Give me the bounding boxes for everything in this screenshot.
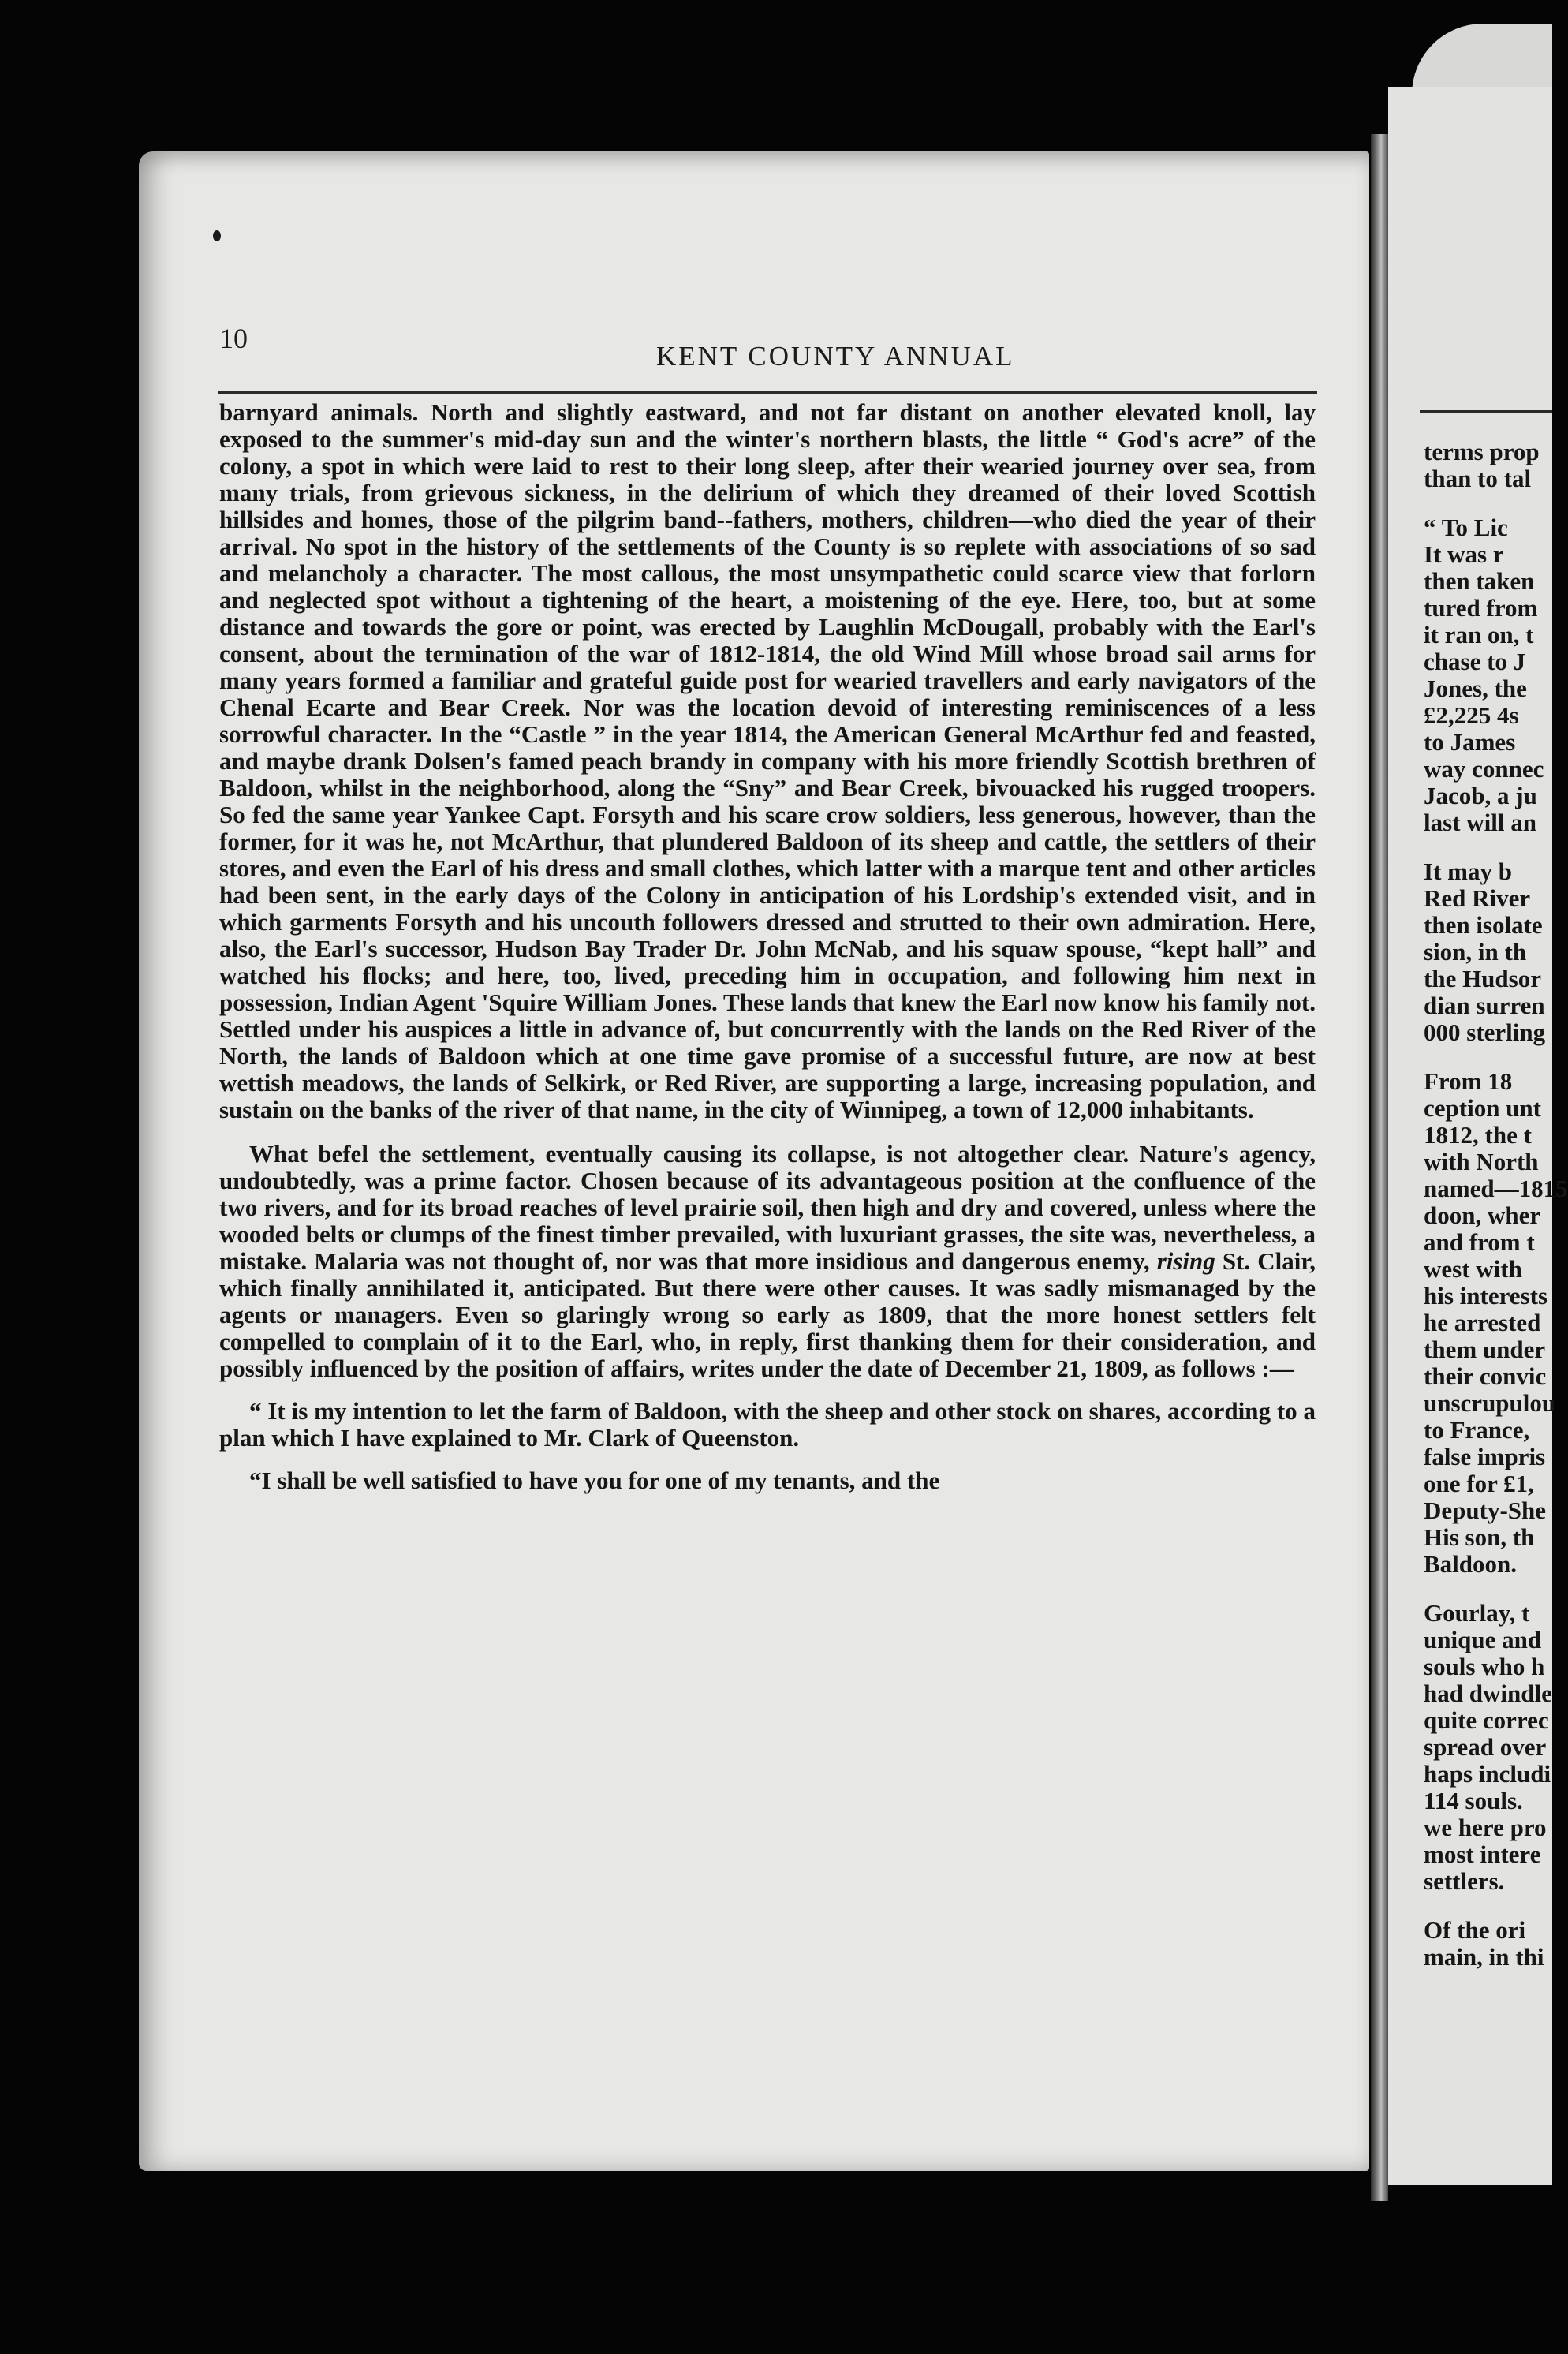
ink-spot (213, 230, 221, 241)
page-gutter (1371, 134, 1388, 2201)
adjacent-page-line: way connec (1424, 755, 1544, 783)
adjacent-page-line: sion, in th (1424, 938, 1527, 966)
adjacent-page-line: most intere (1424, 1840, 1541, 1868)
paragraph-2-end: St. Clair, which finally annihilated it, anticipated. But there were other causes. It was sadly mismanaged by the agents or managers. Even so glaringly wrong so early as 1809, that the more honest settlers felt compelled to complain of it to the Earl, who, in reply, first thanking them for their consideration, and possibly influenced by the position of affairs, writes under the date of December 21, 1809, as follows :— (219, 1247, 1316, 1382)
adjacent-page-line: quite correc (1424, 1706, 1549, 1734)
adjacent-page-line: settlers. (1424, 1867, 1505, 1895)
body-text (219, 399, 1316, 2150)
adjacent-page-rule (1420, 410, 1552, 413)
adjacent-page-line: we here pro (1424, 1814, 1547, 1841)
adjacent-page-line: their convic (1424, 1362, 1547, 1390)
adjacent-page-line: it ran on, t (1424, 621, 1534, 648)
adjacent-page-line: It was r (1424, 540, 1504, 568)
adjacent-page-line: His son, th (1424, 1523, 1535, 1551)
adjacent-page-line (1424, 1895, 1552, 1917)
paragraph-2 (219, 1141, 1316, 1382)
adjacent-page-line: Jones, the (1424, 674, 1527, 702)
adjacent-page-line: 1812, the t (1424, 1121, 1532, 1149)
quote-1: “ It is my intention to let the farm of Baldoon, with the sheep and other stock on shares, according to a plan which I have explained to Mr. Clark of Queenston. (219, 1397, 1316, 1452)
adjacent-page-line: haps includi (1424, 1760, 1551, 1788)
adjacent-page-line: tured from (1424, 594, 1538, 622)
adjacent-page-line: Baldoon. (1424, 1550, 1518, 1578)
adjacent-page-line: spread over (1424, 1733, 1547, 1761)
adjacent-page-line: Deputy-She (1424, 1496, 1547, 1524)
adjacent-page-line: “ To Lic (1424, 514, 1508, 541)
adjacent-page-line: From 18 (1424, 1067, 1513, 1095)
adjacent-page-line: Gourlay, t (1424, 1599, 1530, 1627)
adjacent-page-line: them under (1424, 1336, 1546, 1363)
adjacent-page-line: he arrested (1424, 1309, 1541, 1336)
adjacent-page-line: then isolate (1424, 911, 1543, 939)
adjacent-page-line: with North (1424, 1148, 1539, 1175)
adjacent-page-line: chase to J (1424, 648, 1526, 675)
running-title: KENT COUNTY ANNUAL (656, 341, 1015, 372)
adjacent-page-line: the Hudsor (1424, 965, 1541, 992)
adjacent-page-line: then taken (1424, 567, 1535, 595)
adjacent-page-line: unique and (1424, 1626, 1542, 1653)
adjacent-page-line: to France, (1424, 1416, 1530, 1444)
adjacent-page-line (1424, 1046, 1552, 1068)
adjacent-page-line (1424, 836, 1552, 858)
adjacent-page-line: doon, wher (1424, 1201, 1541, 1229)
page-number: 10 (219, 323, 248, 354)
paragraph-2-emphasis: rising (1156, 1247, 1215, 1275)
adjacent-page-line: Jacob, a ju (1424, 782, 1537, 809)
adjacent-page-line: than to tal (1424, 465, 1532, 492)
paragraph-1: barnyard animals. North and slightly eastward, and not far distant on another elevated knoll, lay exposed to the summer's mid-day sun and the winter's northern blasts, the little “ God's acre” of the colony, a spot in which were laid to rest to their long sleep, after their wearied journey over sea, from many trials, from grievous sickness, in the delirium of which they dreamed of their loved Scottish hillsides and homes, those of the pilgrim band--fathers, mothers, children—who died the year of their arrival. No spot in the history of the settlements of the County is so replete with associations of so sad and melancholy a character. The most callous, the most unsympathetic could scarce view that forlorn and neglected spot without a tightening of the heart, a moistening of the eye. Here, too, but at some distance and towards the gore or point, was erected by Laughlin McDougall, probably with the Earl's consent, about the termination of the war of 1812-1814, the old Wind Mill whose broad sail arms for many years formed a familiar and grateful guide post for wearied travellers and early navigators of the Chenal Ecarte and Bear Creek. Nor was the location devoid of interesting reminiscences of a less sorrowful character. In the “Castle ” in the year 1814, the American General McArthur fed and feasted, and maybe drank Dolsen's famed peach brandy in company with his more friendly Scottish brethren of Baldoon, whilst in the neighborhood, along the “Sny” and Bear Creek, bivouacked his rugged troopers. So fed the same year Yankee Capt. Forsyth and his scare crow soldiers, less generous, however, than the former, for it was he, not McArthur, that plundered Baldoon of its sheep and cattle, the settlers of their stores, and even the Earl of his dress and small clothes, which latter with a marque tent and other articles had been sent, in the early days of the Colony in anticipation of his Lordship's extended visit, and in which garments Forsyth and his uncouth followers dressed and strutted to their own admiration. Here, also, the Earl's successor, Hudson Bay Trader Dr. John McNab, and his squaw spouse, “kept hall” and watched his flocks; and here, too, lived, preceding him in occupation, and following him next in possession, Indian Agent 'Squire William Jones. These lands that knew the Earl now know his family not. Settled under his auspices a little in advance of, but concurrently with the lands on the Red River of the North, the lands of Baldoon which at one time gave promise of a successful future, are now at best wettish meadows, the lands of Selkirk, or Red River, are supporting a large, increasing population, and sustain on the banks of the river of that name, in the city of Winnipeg, a town of 12,000 inhabitants. (219, 398, 1316, 1123)
adjacent-page-line: souls who h (1424, 1653, 1545, 1680)
adjacent-page-line: unscrupulou (1424, 1389, 1556, 1417)
adjacent-page-line: It may b (1424, 858, 1512, 885)
adjacent-page-line: west with (1424, 1255, 1522, 1283)
adjacent-page-line: dian surren (1424, 992, 1545, 1019)
adjacent-page-line: false impris (1424, 1443, 1546, 1470)
adjacent-page-line (1424, 1578, 1552, 1600)
adjacent-page-line: ception unt (1424, 1094, 1541, 1122)
adjacent-page-line: last will an (1424, 809, 1536, 836)
adjacent-page-line: to James (1424, 728, 1516, 756)
adjacent-page-line: one for £1, (1424, 1470, 1534, 1497)
adjacent-page-line: Red River (1424, 884, 1531, 912)
adjacent-page-line: his interests (1424, 1282, 1548, 1310)
adjacent-page-line: main, in thi (1424, 1943, 1544, 1971)
adjacent-page-line: Of the ori (1424, 1916, 1526, 1944)
adjacent-page-text (1424, 438, 1568, 1971)
adjacent-page-line: named—1815 (1424, 1175, 1568, 1202)
adjacent-page-line: and from t (1424, 1228, 1535, 1256)
adjacent-page-line: terms prop (1424, 438, 1540, 465)
header-rule (218, 391, 1317, 394)
quote-2: “I shall be well satisfied to have you for one of my tenants, and the (249, 1467, 940, 1494)
adjacent-page-line (1424, 492, 1552, 514)
adjacent-page-line: £2,225 4s (1424, 701, 1519, 729)
adjacent-page-line: 114 souls. (1424, 1787, 1523, 1814)
paragraph-2-start: What befel the settlement, eventually causing its collapse, is not altogether clear. Nature's agency, undoubtedly, was a prime factor. Chosen because of its advantageous position at the confluence of the two rivers, and for its broad reaches of level prairie soil, then high and dry and covered, unless where the wooded belts or clumps of the finest timber prevailed, with luxuriant grasses, the site was, nevertheless, a mistake. Malaria was not thought of, nor was that more insidious and dangerous enemy, (219, 1140, 1316, 1275)
adjacent-page-line: had dwindle (1424, 1680, 1552, 1707)
adjacent-page-line: 000 sterling (1424, 1018, 1546, 1046)
